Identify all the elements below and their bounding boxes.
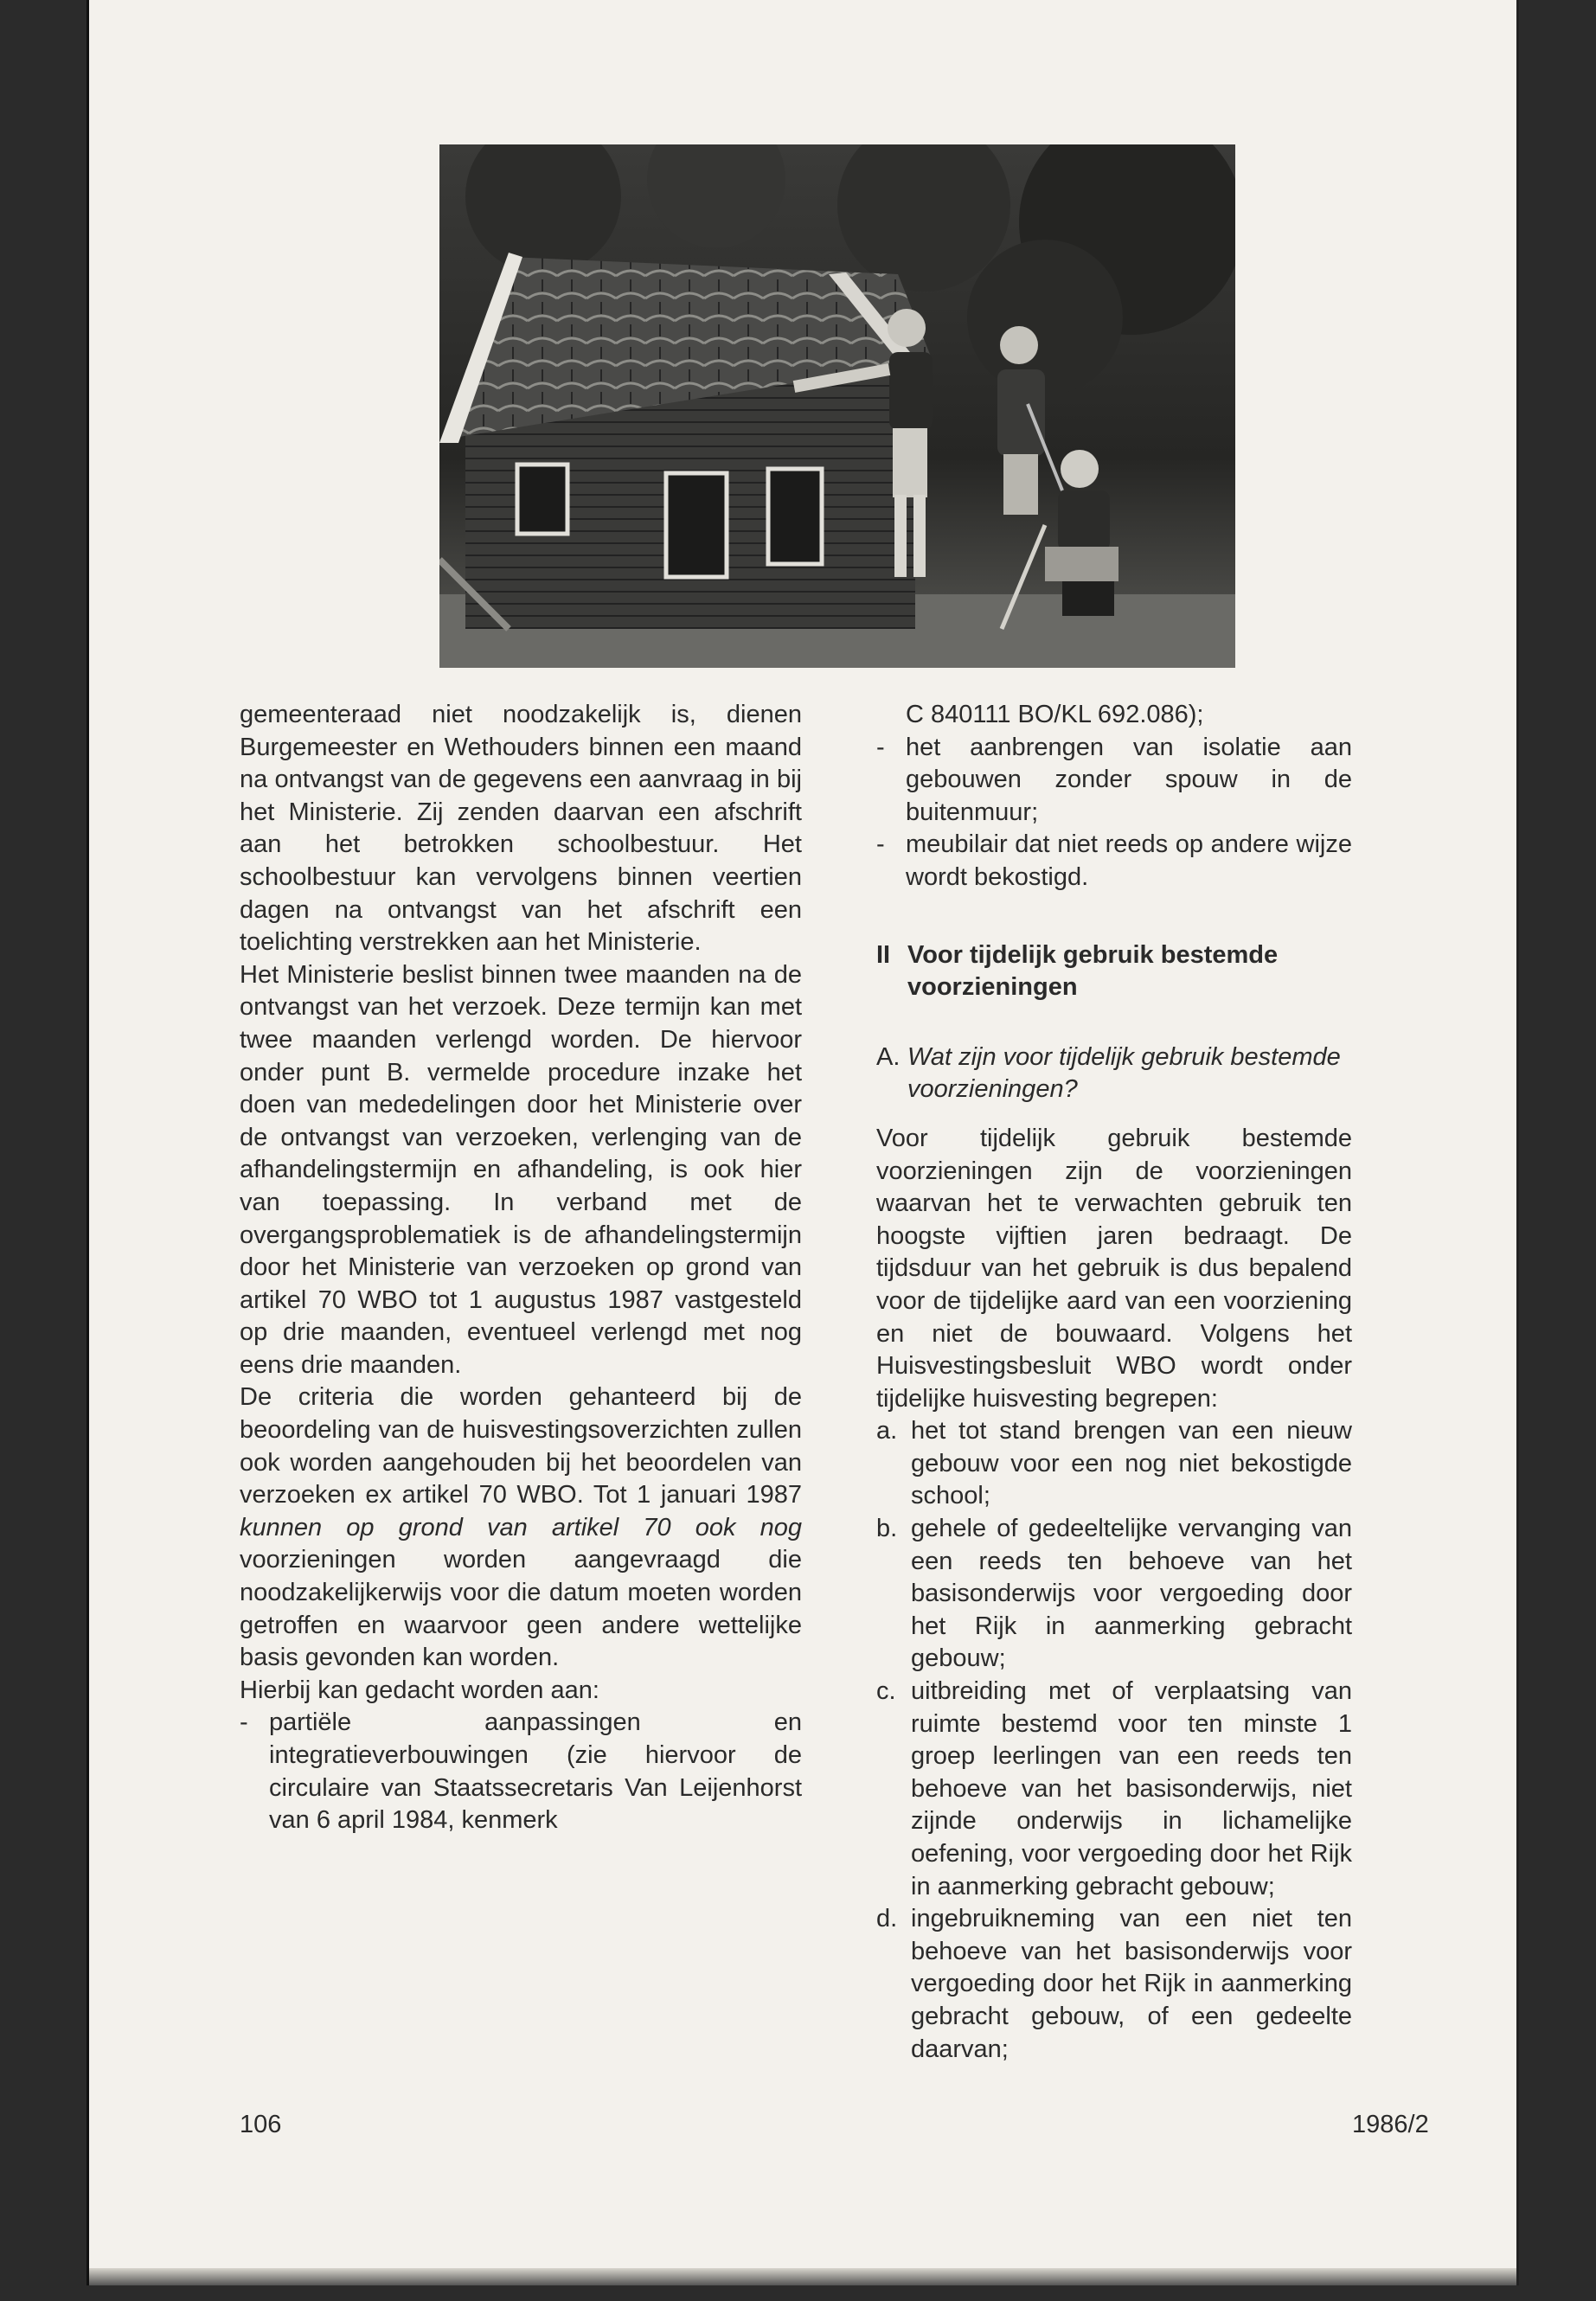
item-letter: a. xyxy=(876,1417,898,1445)
scan-bottom-edge xyxy=(89,2268,1516,2285)
item-letter: d. xyxy=(876,1905,898,1933)
lettered-list xyxy=(876,1415,1352,2066)
bullet-mark: - xyxy=(876,733,885,761)
issue-number: 1986/2 xyxy=(1352,2111,1429,2138)
photo-children-playhouse xyxy=(439,144,1235,668)
bullet-text: partiële aanpassingen en integratieverbouwingen (zie hiervoor de circulaire van Staatssecretaris Van Leijenhorst van 6 april 1984, kenmerk xyxy=(269,1708,802,1835)
item-letter: c. xyxy=(876,1677,896,1706)
right-bullet-list xyxy=(876,732,1352,894)
left-paragraph-3-part-c: voorzieningen worden aangevraagd die noodzakelijkerwijs voor die datum moeten worden getroffen en waarvoor geen andere wettelijke basis gevonden kan worden. xyxy=(240,1546,802,1672)
subsection-title: Wat zijn voor tijdelijk gebruik bestemde voorzieningen? xyxy=(907,1042,1341,1104)
right-paragraph-1: Voor tijdelijk gebruik bestemde voorzieningen zijn de voorzieningen waarvan het te verwachten gebruik ten hoogste vijftien jaren bedraagt. De tijdsduur van het gebruik is dus bepalend voor de tijdelijke aard van een voorziening en niet de bouwaard. Volgens het Huisvestingsbesluit WBO wordt onder tijdelijke huisvesting begrepen: xyxy=(876,1124,1352,1413)
left-paragraph-3 xyxy=(240,1381,802,1674)
list-item xyxy=(876,732,1352,830)
list-item xyxy=(876,1903,1352,2066)
left-paragraph-2: Het Ministerie beslist binnen twee maanden na de ontvangst van het verzoek. Deze termijn kan met twee maanden verlengd worden. De hiervoor onder punt B. vermelde procedure inzake het doen van mededelingen door het Ministerie over de ontvangst van verzoeken, verlenging van de afhandelingstermijn en afhandeling, is ook hier van toepassing. In verband met de overgangsproblematiek is de afhandelingstermijn door het Ministerie van verzoeken op grond van artikel 70 WBO tot 1 augustus 1987 vastgesteld op drie maanden, eventueel verlengd met nog eens drie maanden. xyxy=(240,960,802,1379)
list-item xyxy=(876,829,1352,894)
item-text: ingebruikneming van een niet ten behoeve van het basisonderwijs voor vergoeding door het Rijk in aanmerking gebracht gebouw, of een gedeelte daarvan; xyxy=(911,1905,1352,2063)
list-item xyxy=(876,1513,1352,1676)
section-heading xyxy=(876,939,1352,1004)
left-bullet-list xyxy=(240,1707,802,1836)
left-column xyxy=(240,699,802,1837)
item-text: uitbreiding met of verplaatsing van ruimte bestemd voor ten minste 1 groep leerlingen van een reeds ten behoeve van het basisonderwijs, niet zijnde onderwijs in lichamelijke oefening, voor vergoeding door het Rijk in aanmerking gebracht gebouw; xyxy=(911,1677,1352,1900)
list-item xyxy=(876,1415,1352,1513)
section-number: II xyxy=(876,940,891,969)
subsection-heading xyxy=(876,1042,1352,1106)
photo-image xyxy=(439,144,1235,668)
section-title: Voor tijdelijk gebruik bestemde voorzieningen xyxy=(907,940,1279,1002)
item-letter: b. xyxy=(876,1515,898,1543)
bullet-text: meubilair dat niet reeds op andere wijze wordt bekostigd. xyxy=(906,830,1352,891)
bullet-mark: - xyxy=(876,830,885,859)
left-paragraph-3-part-a: De criteria die worden gehanteerd bij de beoordeling van de huisvestingsoverzichten zullen ook worden aangehouden bij het beoordelen van verzoeken ex artikel 70 WBO. Tot 1 januari 1987 xyxy=(240,1383,802,1509)
subsection-letter: A. xyxy=(876,1042,901,1071)
bullet-mark: - xyxy=(240,1708,248,1737)
left-paragraph-1: gemeenteraad niet noodzakelijk is, dienen Burgemeester en Wethouders binnen een maand na ontvangst van de gegevens een aanvraag in bij het Ministerie. Zij zenden daarvan een afschrift aan het betrokken schoolbestuur. Het schoolbestuur kan vervolgens binnen veertien dagen na ontvangst van het afschrift een toelichting verstrekken aan het Ministerie. xyxy=(240,701,802,957)
item-text: het tot stand brengen van een nieuw gebouw voor een nog niet bekostigde school; xyxy=(911,1417,1352,1510)
list-item xyxy=(240,1707,802,1836)
left-paragraph-4: Hierbij kan gedacht worden aan: xyxy=(240,1676,599,1704)
bullet-text: het aanbrengen van isolatie aan gebouwen zonder spouw in de buitenmuur; xyxy=(906,733,1352,826)
document-page xyxy=(87,0,1519,2285)
right-column xyxy=(876,699,1352,2066)
page-number: 106 xyxy=(240,2111,282,2138)
list-item xyxy=(876,1676,1352,1903)
reference-continuation: C 840111 BO/KL 692.086); xyxy=(906,701,1204,728)
left-paragraph-3-italic: kunnen op grond van artikel 70 ook nog xyxy=(240,1513,802,1541)
item-text: gehele of gedeeltelijke vervanging van een reeds ten behoeve van het basisonderwijs voor vergoeding door het Rijk in aanmerking gebracht gebouw; xyxy=(911,1515,1352,1673)
